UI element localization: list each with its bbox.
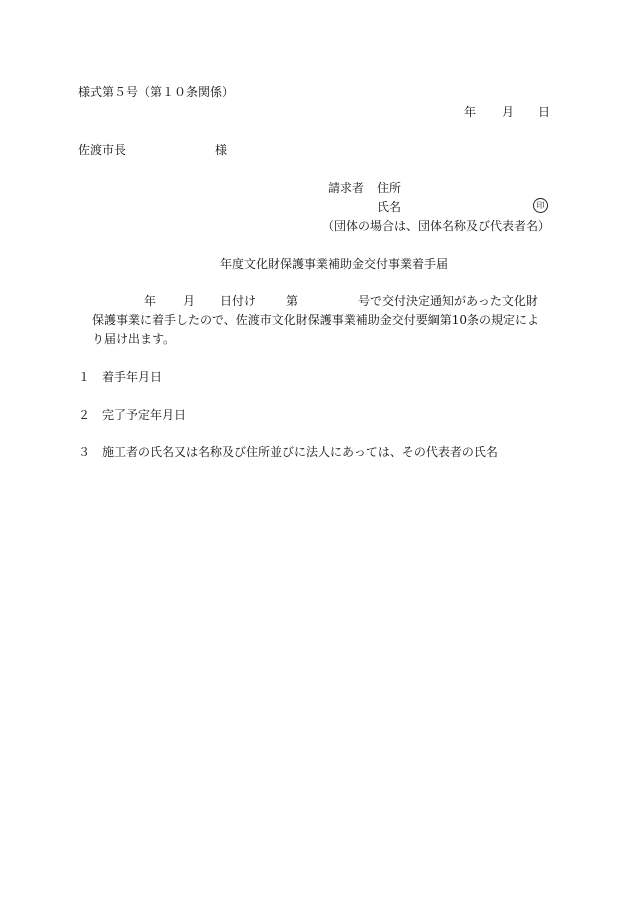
item-text: 完了予定年月日: [102, 408, 187, 422]
body-number-prefix: 第: [286, 294, 299, 308]
date-month-label: 月: [502, 105, 515, 119]
list-item: [78, 407, 186, 423]
item-number: ２: [78, 408, 91, 422]
body-dated-label: 日付け: [220, 294, 257, 308]
date-year-label: 年: [464, 105, 477, 119]
body-month-label: 月: [183, 294, 196, 308]
list-item: [78, 369, 162, 385]
seal-mark: 印: [533, 198, 548, 213]
name-label: 氏名: [377, 200, 402, 214]
document-title: 年度文化財保護事業補助金交付事業着手届: [220, 257, 449, 271]
addressee-honorific: 様: [215, 143, 228, 157]
body-line-2: 保護事業に着手したので、佐渡市文化財保護事業補助金交付要綱第10条の規定によ: [92, 313, 540, 327]
item-number: ３: [78, 445, 91, 459]
form-number: 様式第５号（第１０条関係）: [78, 85, 235, 99]
address-label: 住所: [377, 181, 402, 195]
addressee-title: 佐渡市長: [78, 143, 127, 157]
body-line-1: 号で交付決定通知があった文化財: [358, 294, 538, 308]
list-item: [78, 444, 498, 460]
body-year-label: 年: [144, 294, 157, 308]
item-text: 施工者の氏名又は名称及び住所並びに法人にあっては、その代表者の氏名: [102, 445, 498, 459]
applicant-label: 請求者: [328, 181, 365, 195]
body-line-3: り届け出ます。: [92, 332, 176, 346]
date-day-label: 日: [538, 105, 551, 119]
organization-note: （団体の場合は、団体名称及び代表者名）: [322, 219, 551, 233]
item-number: １: [78, 370, 91, 384]
item-text: 着手年月日: [102, 370, 163, 384]
